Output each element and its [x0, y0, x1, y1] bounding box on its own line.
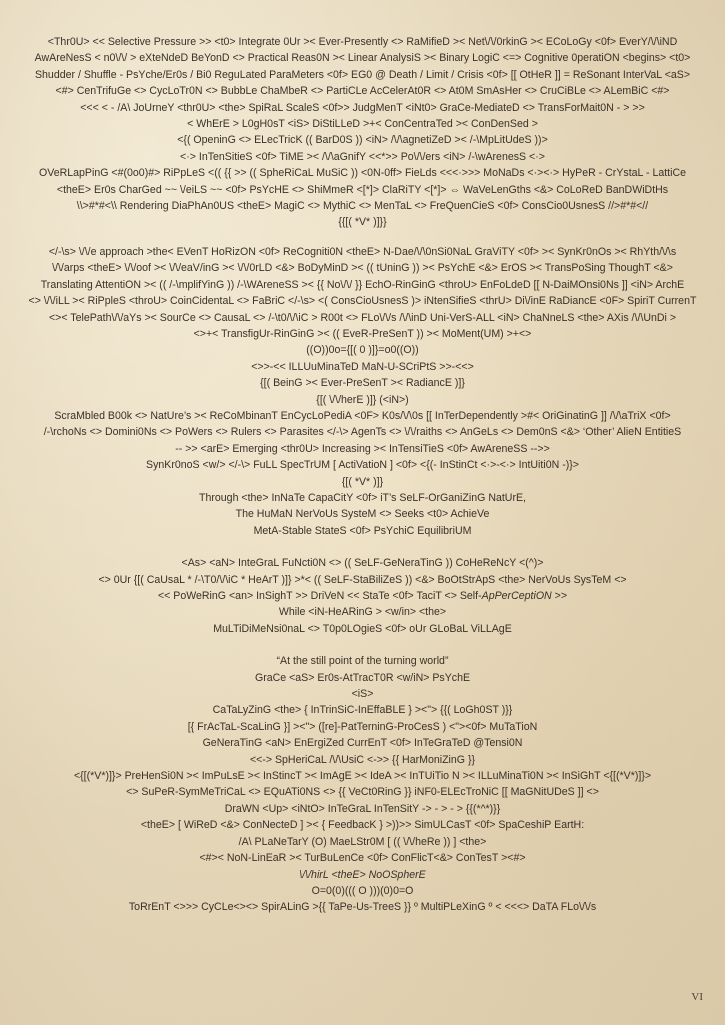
text-line: GraCe <aS> Er0s-AtTracT0R <w/iN> PsYchE — [254, 671, 471, 684]
text-line: {[( BeinG >< Ever-PreSenT >< RadiancE )]} — [260, 377, 465, 390]
text-line: <{[(*V*)]}> PreHenSi0N >< ImPuLsE >< InStincT >< ImAgE >< IdeA >< InTUiTio N >< ILLuMinaTi0N >< InSiGhT <{[(*V*)]}> — [73, 770, 652, 783]
text-line: /A\ PLaNeTarY (O) MaeLStr0M [ (( \/\/heRe )) ] <the> — [238, 835, 487, 848]
section-gap — [14, 231, 711, 244]
text-line: <> \/\/iLL >< RiPpleS <throU> CoinCidentaL <> FaBriC </-\s> <( ConsCioUsnesS )> iNtenSifieS <thrU> Di\/inE RaDiancE <0F> SpiriT CurrenT — [28, 295, 697, 308]
text-line: Through <the> InNaTe CapaCitY <0f> iT’s SeLF-OrGaniZinG NatUrE, — [199, 491, 526, 504]
text-block-4 — [14, 653, 711, 916]
text-line: O=0(0)((( O )))(0)0=O — [311, 884, 414, 897]
text-line: The HuMaN NerVoUs SysteM <> Seeks <t0> AchieVe — [235, 508, 490, 521]
text-line: <> 0Ur {[( CaUsaL * /-\T0/\/\iC * HeArT )]} >*< (( SeLF-StaBiliZeS )) <&> BoOtStrApS <the> NerVoUs SysTeM <> — [98, 573, 627, 586]
text-line: <·> InTenSitieS <0f> TiME >< /\/\aGnifY <<*>> Po\/\/ers <iN> /-\wArenesS <·> — [180, 150, 545, 163]
text-line: \/\/arps <theE> \/\/oof >< \/\/eaV/inG >< \/\/0rLD <&> BoDyMinD >< (( tUninG )) >< PsYchE <&> ErOS >< TransPoSing ThoughT <&> — [52, 262, 673, 275]
page-number: VI — [691, 991, 703, 1003]
text-line: AwAreNesS < n0\/\/ > eXteNdeD BeYonD <> Practical Reas0N >< Linear AnalysiS >< Binary LogiC <=> Cognitive 0peratiON <begins> <t0> — [34, 52, 691, 65]
text-line: <> SuPeR-SymMeTriCaL <> EQuATi0NS <> {{ VeCt0RinG }} iNF0-ELEcTroNiC [[ MaGNitUDeS ]] <> — [126, 786, 599, 799]
text-line — [14, 588, 711, 604]
text-line: < WhErE > L0gH0sT <iS> DiStiLLeD >+< ConCentraTed >< ConDenSed > — [187, 118, 538, 131]
text-line: ScraMbled B00k <> NatUre’s >< ReCoMbinanT EnCycLoPediA <0F> K0s/\/\0s [[ InTerDependently >#< OriGinatinG ]] /\/\aTriX <0f> — [54, 409, 671, 422]
section-gap — [14, 637, 711, 653]
text-line: <>< TelePath\/\/aYs >< SourCe <> CausaL <> /-\t0/\/\iC > R00t <> FLo\/\/s /\/\inD Uni-VerS-ALL <iN> ChaNneLS <the> AXis /\/\UnDi > — [48, 311, 677, 324]
italic-fragment: ApPerCeptiON — [481, 590, 552, 602]
text-line: <#>< NoN-LinEaR >< TurBuLenCe <0f> ConFlicT<&> ConTesT ><#> — [199, 852, 526, 865]
text-block-2 — [14, 244, 711, 539]
text-block-3 — [14, 555, 711, 637]
text-line: <theE> Er0s CharGed ~~ \/eiLS ~~ <0f> PsYcHE <> ShiMmeR <[*]> ClaRiTY <[*]> ⇔ WaVeLenGths <&> CoLoReD BanDWiDtHs — [56, 183, 669, 196]
text-line: DraWN <Up> <iNtO> InTeGraL InTenSitY -> - > - > {{(*^*)}} — [224, 802, 501, 815]
text-line: <>+< TransfigUr-RinGinG >< (( EveR-PreSenT )) >< MoMent(UM) >+<> — [193, 327, 532, 340]
quote-line: “At the still point of the turning world” — [276, 655, 449, 668]
text-line: {{[( *V* )]}} — [338, 216, 387, 229]
text-line: <iS> — [351, 688, 374, 701]
text-line: [{ FrAcTaL-ScaLinG }] ><"> ([re]-PatTerninG-ProCesS ) <"><0f> MuTaTioN — [187, 720, 538, 733]
text-line: /-\rchoNs <> Domini0Ns <> PoWers <> Rulers <> Parasites </-\> AgenTs <> \/\/raiths <> AnGeLs <> Dem0nS <&> ‘Other’ AlieN EntitieS — [43, 426, 682, 439]
text-line: MuLTiDiMeNsi0naL <> T0p0LOgieS <0f> oUr GLoBaL ViLLAgE — [213, 622, 512, 635]
text-line: While <iN-HeARinG > <w/in> <the> — [278, 606, 447, 619]
text-line: <#> CenTrifuGe <> CycLoTr0N <> BubbLe ChaMbeR <> PartiCLe AcCelerAt0R <> At0M SmAsHer <> CruCiBLe <> ALemBiC <#> — [55, 85, 670, 98]
text-line: <<-> SpHeriCaL /\/\UsiC <->> {{ HarMoniZinG }} — [249, 753, 476, 766]
text-fragment: << PoWeRinG <an> InSighT >> DriVeN << StaTe <0f> TaciT <> Self- — [157, 590, 482, 602]
text-line: GeNeraTinG <aN> EnErgiZed CurrEnT <0f> InTeGraTeD @Tensi0N — [202, 737, 523, 750]
text-line: ((O))0o={[( 0 )]}=o0((O)) — [306, 344, 419, 357]
text-line: {[( *V* )]} — [341, 475, 384, 488]
text-line: Translating AttentiON >< (( /-\mplifYinG )) /-\WAreneSS >< {{ No\/\/ }} EchO-RinGinG <throU> EnFoLdeD [[ N-DaiMOnsi0Ns ]] <iN> ArchE — [40, 278, 685, 291]
text-line: Shudder / Shuffle - PsYche/Er0s / Bi0 ReguLated ParaMeters <0f> EG0 @ Death / Limit / Crisis <0f> [[ OtHeR ]] = ReSonant InterVaL <aS> — [34, 68, 691, 81]
text-line: CaTaLyZinG <the> { InTrinSiC-InEffaBLE } ><"> {{( LoGh0ST )}} — [212, 704, 513, 717]
text-line: \\>#*#<\\ Rendering DiaPhAn0US <theE> MagiC <> MythiC <> MenTaL <> FreQuenCieS <0f> ConsCio0UsnesS //>#*#<// — [76, 200, 649, 213]
text-line: <Thr0U> << Selective Pressure >> <t0> Integrate 0Ur >< Ever-Presently <> RaMifieD >< Net\/\/0rkinG >< ECoLoGy <0f> EverY/\/\iND — [47, 36, 678, 48]
text-line: <>>-<< ILLUuMinaTeD MaN-U-SCriPtS >>-<<> — [251, 360, 474, 373]
text-line: MetA-Stable StateS <0f> PsYchiC EquilibriUM — [253, 524, 472, 537]
text-line: ToRrEnT <>>> CyCLe<><> SpirALinG >{{ TaPe-Us-TreeS }} º MultiPLeXinG º < <<<> DaTA FLo\/\/s — [128, 901, 597, 914]
text-line: OVeRLapPinG <#(0o0)#> RiPpLeS <(( {{ >> (( SpheRiCaL MuSiC )) <0N-0ff> FieLds <<<·>>> MoNaDs <·><·> HyPeR - CrYstaL - LattiCe — [38, 167, 687, 180]
text-line: {[( \/\/herE )]} (<iN>) — [316, 393, 409, 406]
text-line: <{( OpeninG <> ELecTricK (( BarD0S )) <iN> /\/\agnetiZeD >< /-\MpLitUdeS ))> — [177, 134, 548, 147]
text-line: <<< < - /A\ JoUrneY <thr0U> <the> SpiRaL ScaleS <0f>> JudgMenT <iNt0> GraCe-MediateD <> TransForMait0N - > >> — [80, 101, 645, 114]
text-block-1 — [14, 34, 711, 231]
text-fragment: >> — [551, 590, 568, 602]
text-line: <theE> [ WiReD <&> ConNecteD ] >< { FeedbacK } >))>> SimULCasT <0f> SpaCeshiP EartH: — [140, 819, 585, 832]
text-line: <As> <aN> InteGraL FuNcti0N <> (( SeLF-GeNeraTinG )) CoHeReNcY <(^)> — [181, 557, 544, 570]
section-gap — [14, 539, 711, 555]
text-line: -- >> <arE> Emerging <thr0U> Increasing >< InTensiTieS <0f> AwAreneSS -->> — [175, 442, 550, 455]
text-line: \/\/hirL <theE> NoOSpherE — [299, 868, 426, 881]
text-line: SynKr0noS <w/> </-\> FuLL SpecTrUM [ ActiVatioN ] <0f> <{(- InStinCt <·>-<·> IntUiti0N -)}> — [146, 459, 579, 472]
text-line: </-\s> \/\/e approach >the< EVenT HoRizON <0f> ReCogniti0N <theE> N-Dae/\/\0nSi0NaL GraViTY <0f> >< SynKr0nOs >< RhYth/\/\s — [48, 245, 677, 258]
